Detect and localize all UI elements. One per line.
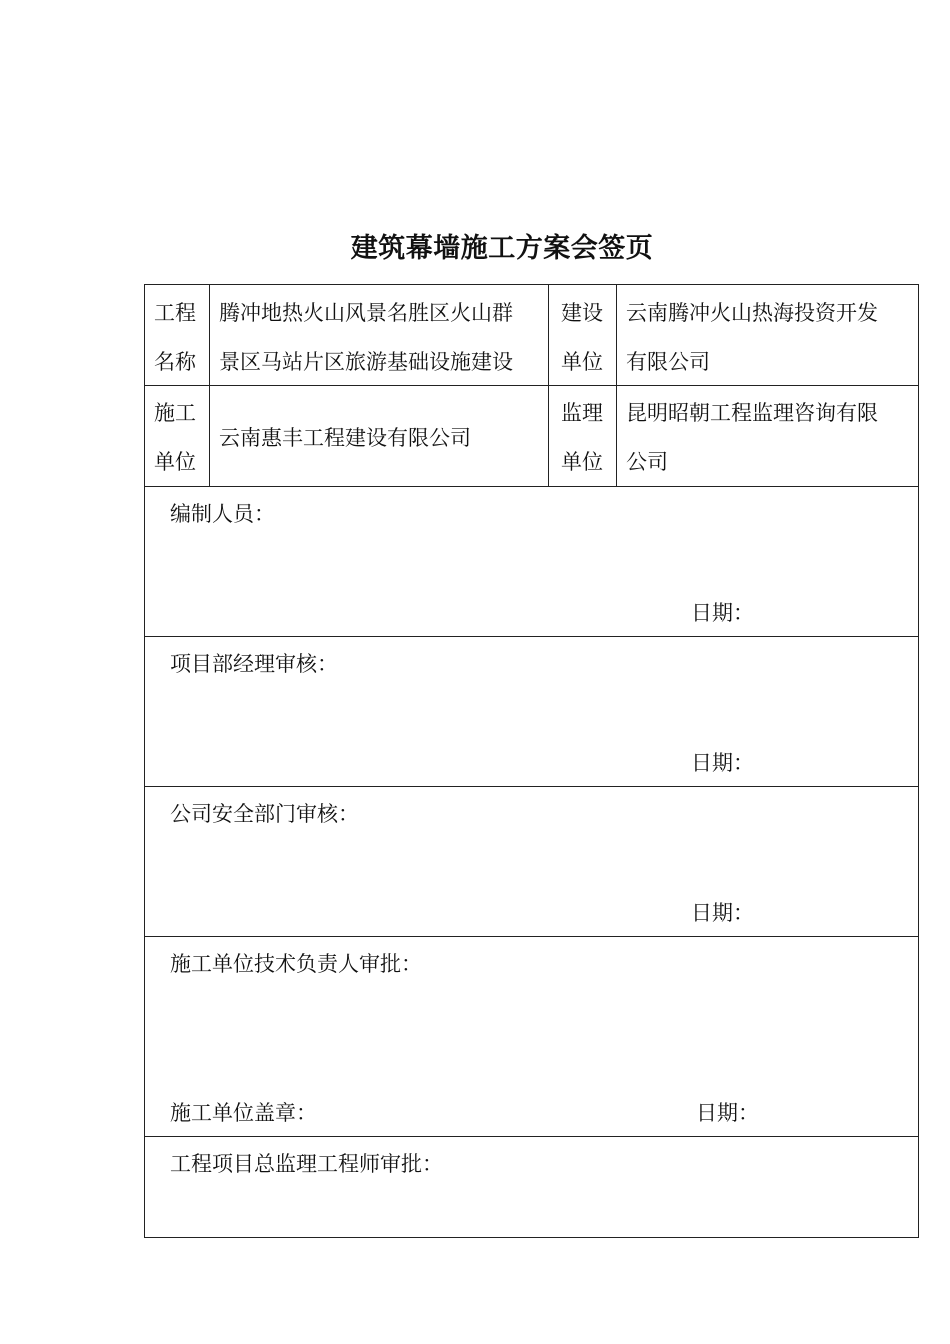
row-divider <box>144 385 919 386</box>
column-divider <box>209 284 210 487</box>
signoff-table <box>144 284 919 1238</box>
row-divider <box>144 1136 919 1137</box>
owner-label: 建设 <box>561 301 603 325</box>
supervisor-value: 昆明昭朝工程监理咨询有限 <box>626 401 878 425</box>
contractor-value: 云南惠丰工程建设有限公司 <box>219 426 471 450</box>
table-border-right <box>918 284 919 1238</box>
section-chief-supervisor-label: 工程项目总监理工程师审批： <box>170 1152 443 1176</box>
supervisor-label: 监理 <box>561 401 603 425</box>
supervisor-value: 公司 <box>626 450 668 474</box>
date-label: 日期： <box>691 901 754 925</box>
owner-value: 有限公司 <box>626 350 710 374</box>
page-title: 建筑幕墙施工方案会签页 <box>350 233 654 264</box>
row-divider <box>144 486 919 487</box>
section-tech-approval-label: 施工单位技术负责人审批： <box>170 952 422 976</box>
owner-label: 单位 <box>561 350 603 374</box>
section-manager-review-label: 项目部经理审核： <box>170 652 338 676</box>
row-divider <box>144 636 919 637</box>
table-border-top <box>144 284 919 285</box>
seal-label: 施工单位盖章： <box>170 1101 317 1125</box>
section-compiler-label: 编制人员： <box>170 502 275 526</box>
section-safety-review-label: 公司安全部门审核： <box>170 802 359 826</box>
row-divider <box>144 786 919 787</box>
project-name-label: 工程 <box>154 301 196 325</box>
project-name-value: 景区马站片区旅游基础设施建设 <box>219 350 513 374</box>
project-name-label: 名称 <box>154 350 196 374</box>
owner-value: 云南腾冲火山热海投资开发 <box>626 301 878 325</box>
table-border-left <box>144 284 145 1238</box>
supervisor-label: 单位 <box>561 450 603 474</box>
project-name-value: 腾冲地热火山风景名胜区火山群 <box>219 301 513 325</box>
date-label: 日期： <box>691 601 754 625</box>
contractor-label: 施工 <box>154 401 196 425</box>
row-divider <box>144 936 919 937</box>
date-label: 日期： <box>696 1101 759 1125</box>
column-divider <box>616 284 617 487</box>
contractor-label: 单位 <box>154 450 196 474</box>
date-label: 日期： <box>691 751 754 775</box>
table-border-bottom <box>144 1237 919 1238</box>
column-divider <box>548 284 549 487</box>
